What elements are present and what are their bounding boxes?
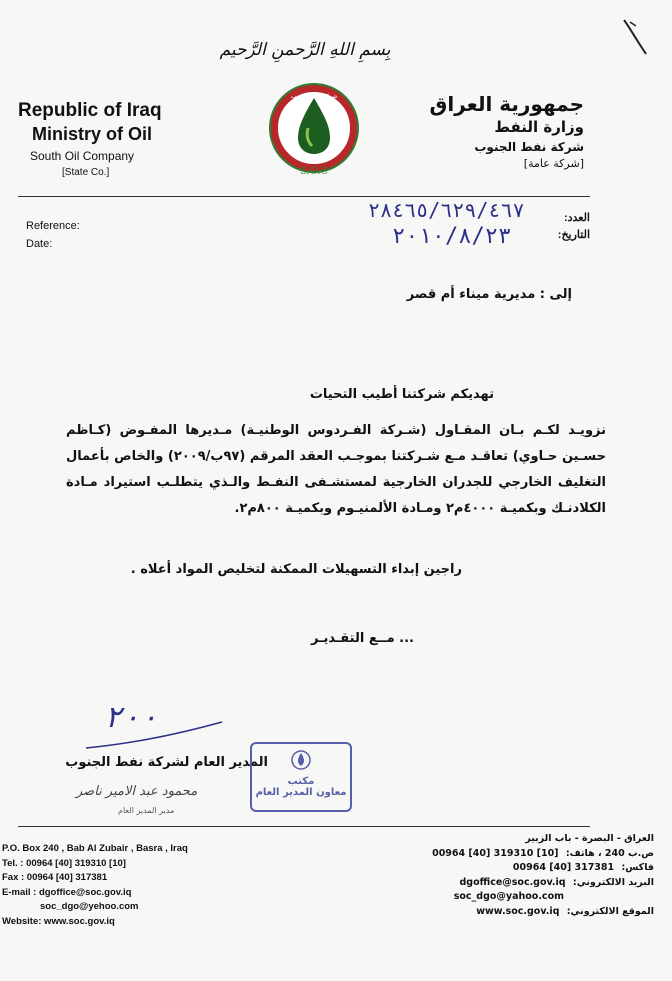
request-line: راجين إبداء التسهيلات الممكنة لتخليص المواد أعلاه .	[130, 562, 462, 577]
date-handwritten: ٢٠١٠/٨/٢٣	[392, 224, 512, 249]
recipient-line: إلى : مديرية ميناء أم قصر	[406, 287, 572, 302]
footer-tel-en: Tel. : 00964 [40] 319310 [10]	[2, 857, 126, 869]
company-type-ar: [شركة عامة]	[523, 157, 584, 170]
company-ar: شركة نفط الجنوب	[474, 140, 584, 154]
header-ar	[429, 92, 584, 170]
company-type-en: [State Co.]	[62, 167, 110, 178]
footer-ar	[432, 832, 654, 919]
footer-email-label-ar: البريد الالكتروني:	[572, 876, 654, 888]
country-ar: جمهورية العراق	[429, 92, 584, 116]
footer-email2-ar[interactable]: soc_dgo@yahoo.com	[453, 891, 564, 902]
signature-mark: ٢٠٠	[104, 700, 159, 735]
footer-address-ar: العراق - البصرة - باب الزبير	[525, 833, 654, 844]
ministry-en: Ministry of Oil	[32, 124, 153, 144]
footer-web-ar[interactable]: www.soc.gov.iq	[476, 905, 560, 917]
ar-reference-label: العدد:	[563, 212, 590, 224]
footer-fax-en: Fax : 00964 [40] 317381	[2, 872, 108, 883]
soc-logo	[268, 78, 360, 178]
footer-email1-en[interactable]: E-mail : dgoffice@soc.gov.iq	[2, 886, 132, 898]
sub-signature-name: محمود عبد الامير ناصر	[76, 784, 198, 799]
date-label: Date:	[26, 238, 53, 250]
footer-email1-ar[interactable]: dgoffice@soc.gov.iq	[459, 876, 566, 888]
signature-line	[84, 718, 224, 754]
greeting: تهديكم شركتنا أطيب التحيات	[309, 387, 494, 402]
footer-website-en[interactable]: Website: www.soc.gov.iq	[2, 915, 115, 927]
footer-fax-ar: 00964 [40] 317381	[512, 862, 615, 873]
header-en	[18, 100, 162, 178]
country-en: Republic of Iraq	[18, 100, 162, 121]
footer-address-en: P.O. Box 240 , Bab Al Zubair , Basra , Iraq	[2, 843, 188, 854]
footer-fax-row-ar	[432, 861, 654, 876]
footer-en	[2, 842, 188, 929]
stamp-emblem-icon	[286, 748, 316, 772]
company-en: South Oil Company	[30, 149, 135, 163]
ministry-ar: وزارة النفط	[494, 118, 584, 136]
logo-arc-text: شركة نفط الجنوب	[290, 93, 338, 100]
footer-tel-label-ar: ص.ب 240 ، هاتف:	[565, 847, 654, 859]
closing-line: ... مــع التقـديـر	[310, 631, 414, 646]
ar-date-label: التاريخ:	[557, 229, 590, 241]
reference-number-handwritten: ٢٨٤٦٥/٦٢٩/٤٦٧	[368, 198, 525, 222]
footer-email2-en[interactable]: soc_dgo@yehoo.com	[40, 901, 139, 912]
stamp-line2: معاون المدير العام	[255, 787, 347, 798]
basmala: بِسمِ اللهِ الرَّحمنِ الرَّحيم	[219, 40, 391, 60]
footer-tel-ar: 00964 [40] 319310 [10]	[432, 847, 559, 859]
header-divider	[18, 196, 590, 197]
footer-web-label-ar: الموقع الالكتروني:	[566, 905, 654, 917]
footer-fax-label-ar: فاكس:	[621, 862, 654, 873]
logo-text: S.O.C	[299, 166, 329, 177]
footer-divider	[18, 826, 590, 827]
sub-signature-title: مدير المدير العام	[118, 806, 175, 815]
reference-label: Reference:	[26, 220, 80, 232]
stamp-line1: مكتب	[287, 776, 315, 787]
footer-tel-row-ar	[432, 847, 654, 862]
footer-web-row-ar	[432, 905, 654, 920]
pen-mark	[620, 18, 650, 58]
body-paragraph: نزويـد لكـم بـان المقـاول (شـركة الفـردوس الوطنيـة) مـديرها المفـوض (كـاظم حسـين حـاوي) تعاقـد مـع شـركتنا بموجـب العقد المرقم (٩٧ب/٢٠٠٩) والخاص بأعمال التغليف الخارجي للجدران الخارجية لمستشـفى النفـط والـذي يتطلـب استيراد مـادة الكلادنـك وبكميـة ٤٠٠٠م٢ ومـادة الألمنيـوم وبكميـة ٨٠٠م٢.	[66, 423, 607, 516]
signatory-title: المدير العام لشركة نفط الجنوب	[65, 755, 268, 770]
office-stamp	[250, 742, 352, 812]
footer-email-row-ar	[432, 876, 654, 891]
footer-email2-row-ar	[432, 890, 654, 905]
